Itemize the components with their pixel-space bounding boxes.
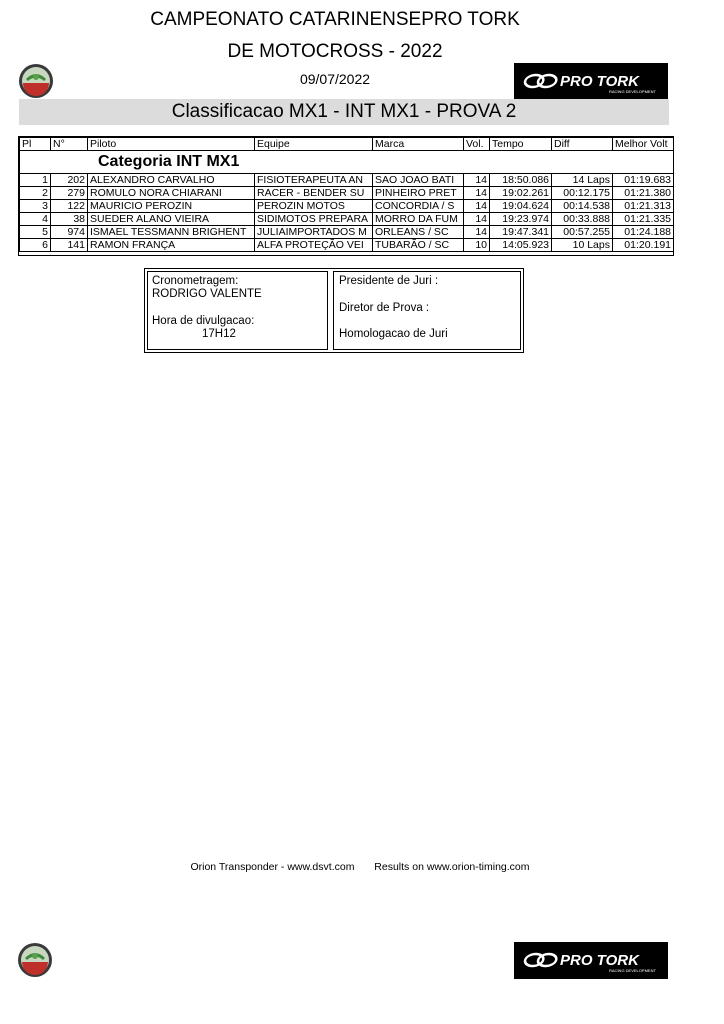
table-spacer [20,252,674,265]
cell-equipe: SIDIMOTOS PREPARA [255,213,373,226]
cell-marca: SAO JOAO BATI [373,174,464,187]
cell-equipe: FISIOTERAPEUTA AN [255,174,373,187]
cell-melhor: 01:24.188 [613,226,674,239]
svg-text:RACING DEVELOPMENT: RACING DEVELOPMENT [609,968,656,973]
table-row [20,226,674,239]
cell-piloto: RAMON FRANÇA [88,239,255,252]
cell-vol: 14 [464,226,490,239]
cell-pl: 1 [20,174,51,187]
cell-equipe: JULIAIMPORTADOS M [255,226,373,239]
cell-diff: 14 Laps [552,174,613,187]
table-row [20,187,674,200]
cell-melhor: 01:21.380 [613,187,674,200]
cell-tempo: 19:04.624 [490,200,552,213]
cell-diff: 00:14.538 [552,200,613,213]
hora-value: 17H12 [202,328,236,340]
hora-label: Hora de divulgacao: [152,315,255,327]
col-num: N° [51,138,88,151]
cell-tempo: 14:05.923 [490,239,552,252]
club-emblem-icon [17,942,53,978]
cell-piloto: SUEDER ALANO VIEIRA [88,213,255,226]
cell-num: 122 [51,200,88,213]
cell-vol: 14 [464,187,490,200]
cell-pl: 4 [20,213,51,226]
cell-vol: 10 [464,239,490,252]
cell-num: 974 [51,226,88,239]
cell-melhor: 01:21.335 [613,213,674,226]
col-equipe: Equipe [255,138,373,151]
cell-equipe: ALFA PROTEÇÃO VEI [255,239,373,252]
protork-logo [514,942,668,979]
cell-marca: MORRO DA FUM [373,213,464,226]
cell-marca: CONCORDIA / S [373,200,464,213]
table-row [20,174,674,187]
cell-equipe: PEROZIN MOTOS [255,200,373,213]
cronometragem-label: Cronometragem: [152,275,239,287]
cell-diff: 00:57.255 [552,226,613,239]
cell-tempo: 19:47.341 [490,226,552,239]
cell-tempo: 19:23.974 [490,213,552,226]
cell-piloto: ALEXANDRO CARVALHO [88,174,255,187]
svg-text:PRO TORK: PRO TORK [560,952,639,969]
cell-num: 141 [51,239,88,252]
presidente-label: Presidente de Juri : [339,275,439,287]
svg-text:RACING DEVELOPMENT: RACING DEVELOPMENT [609,89,656,94]
cell-vol: 14 [464,200,490,213]
cell-melhor: 01:21.313 [613,200,674,213]
col-pl: Pl [20,138,51,151]
cell-diff: 00:33.888 [552,213,613,226]
cell-num: 202 [51,174,88,187]
cell-pl: 6 [20,239,51,252]
col-diff: Diff [552,138,613,151]
cell-piloto: ISMAEL TESSMANN BRIGHENT [88,226,255,239]
event-date: 09/07/2022 [299,71,371,87]
cell-marca: ORLEANS / SC [373,226,464,239]
cell-equipe: RACER - BENDER SU [255,187,373,200]
title-line-2: DE MOTOCROSS - 2022 [227,41,443,62]
footer [140,861,580,873]
col-piloto: Piloto [88,138,255,151]
col-tempo: Tempo [490,138,552,151]
cell-marca: TUBARÃO / SC [373,239,464,252]
cell-melhor: 01:19.683 [613,174,674,187]
table-row [20,213,674,226]
diretor-label: Diretor de Prova : [339,302,430,314]
cronometragem-value: RODRIGO VALENTE [152,288,262,300]
cell-pl: 3 [20,200,51,213]
col-marca: Marca [373,138,464,151]
cell-piloto: ROMULO NORA CHIARANI [88,187,255,200]
title-line-1: CAMPEONATO CATARINENSEPRO TORK [150,9,520,30]
cell-diff: 10 Laps [552,239,613,252]
cell-tempo: 19:02.261 [490,187,552,200]
cell-num: 38 [51,213,88,226]
cell-melhor: 01:20.191 [613,239,674,252]
cell-diff: 00:12.175 [552,187,613,200]
club-emblem-icon [18,63,54,99]
cell-marca: PINHEIRO PRET [373,187,464,200]
category-label: Categoria INT MX1 [20,151,674,174]
cell-tempo: 18:50.086 [490,174,552,187]
results-table [19,137,674,264]
table-header-row [20,138,674,151]
cell-pl: 2 [20,187,51,200]
svg-text:PRO TORK: PRO TORK [560,73,639,90]
table-row [20,200,674,213]
cell-piloto: MAURICIO PEROZIN [88,200,255,213]
footer-results: Results on www.orion-timing.com [374,861,530,873]
category-row [20,151,674,174]
cell-num: 279 [51,187,88,200]
col-vol: Vol. [464,138,490,151]
cell-vol: 14 [464,174,490,187]
homologacao-label: Homologacao de Juri [339,328,448,340]
classification-title: Classificacao MX1 - INT MX1 - PROVA 2 [19,99,669,125]
col-melhor: Melhor Volt [613,138,674,151]
cell-vol: 14 [464,213,490,226]
footer-transponder: Orion Transponder - www.dsvt.com [190,861,355,873]
cell-pl: 5 [20,226,51,239]
table-row [20,239,674,252]
